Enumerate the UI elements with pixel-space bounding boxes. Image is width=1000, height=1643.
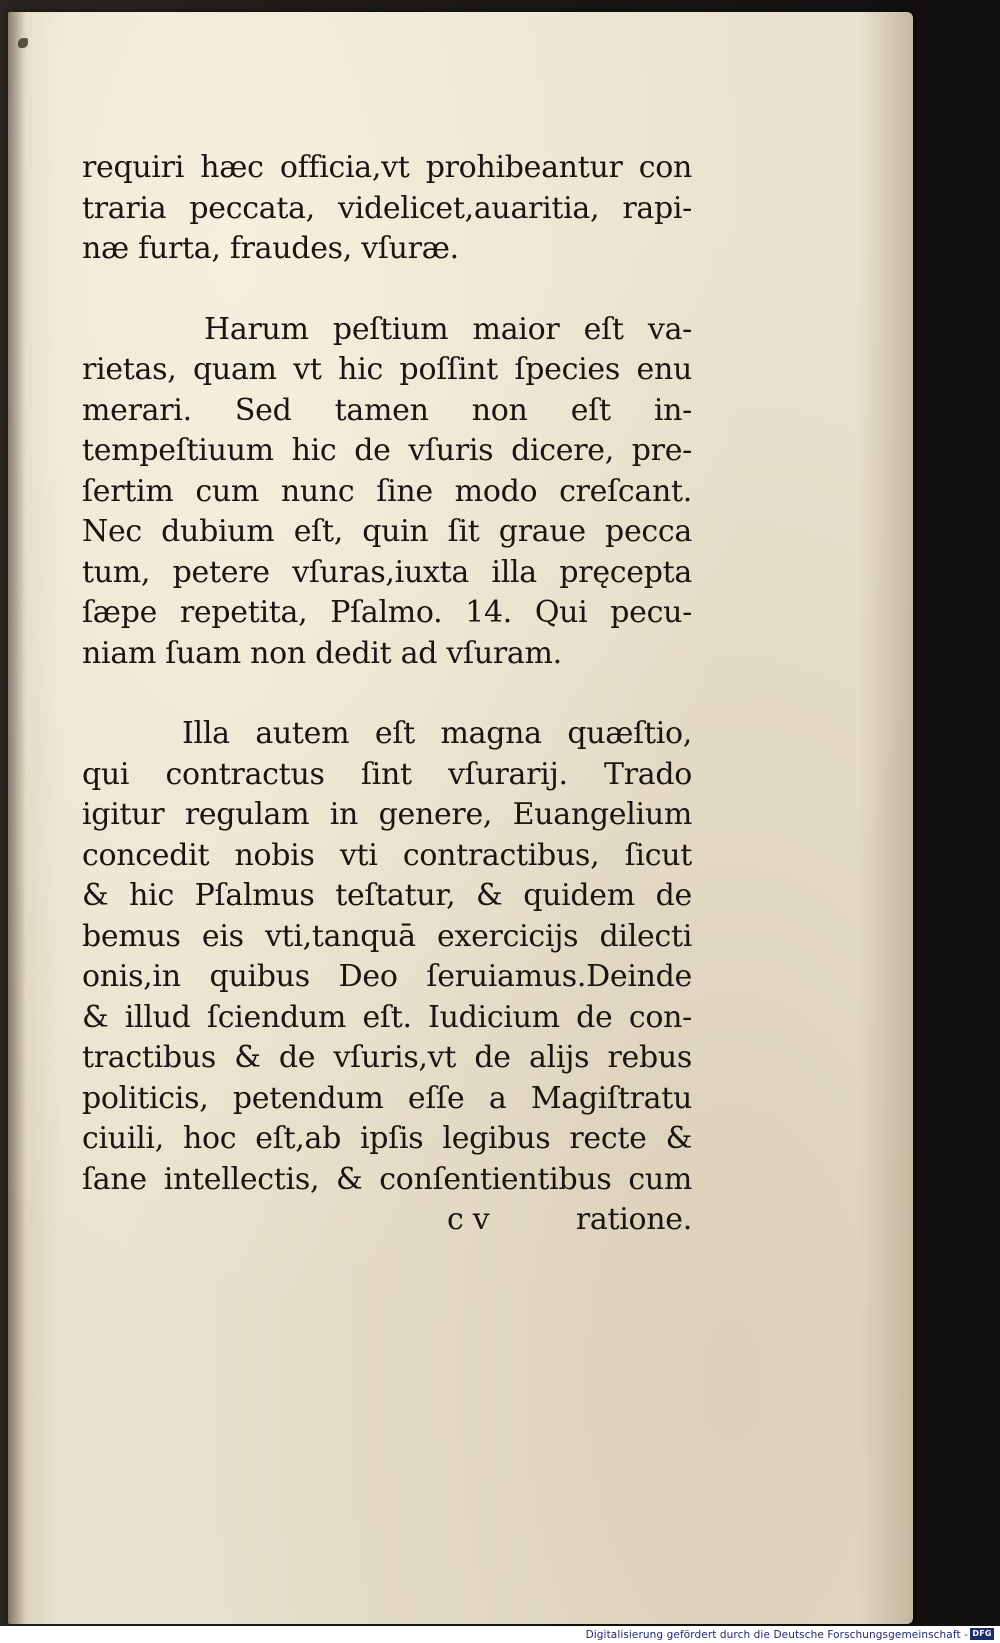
text-line: & hic Pſalmus teſtatur, & quidem de bbox=[82, 878, 692, 913]
text-line: igitur regulam in genere, Euangelium bbox=[82, 797, 692, 832]
page-footer-line bbox=[82, 1200, 692, 1240]
text-line: Nec dubium eſt, quin ſit graue pecca bbox=[82, 514, 692, 549]
text-line: onis,in quibus Deo ſeruiamus.Deinde bbox=[82, 959, 692, 994]
text-line: requiri hæc officia,vt prohibeantur con bbox=[82, 150, 692, 185]
text-line: ſertim cum nunc ſine modo creſcant. bbox=[82, 473, 692, 509]
text-line: merari. Sed tamen non eſt in- bbox=[82, 392, 692, 428]
text-line: ſæpe repetita, Pſalmo. 14. Qui pecu- bbox=[82, 595, 692, 630]
text-line: Illa autem eſt magna quæſtio, bbox=[182, 716, 692, 751]
text-column bbox=[82, 148, 692, 1240]
text-line: politicis, petendum eſſe a Magiſtratu bbox=[82, 1080, 692, 1116]
catchword: ratione. bbox=[575, 1202, 692, 1237]
text-line: tractibus & de vſuris,vt de alijs rebus bbox=[82, 1040, 692, 1075]
dfg-logo: DFG bbox=[970, 1628, 994, 1640]
text-line: næ furta, fraudes, vſuræ. bbox=[82, 231, 459, 266]
text-line: ciuili, hoc eſt,ab ipſis legibus recte & bbox=[82, 1121, 692, 1156]
paragraph-3 bbox=[82, 714, 692, 1200]
text-line: qui contractus ſint vſurarij. Trado bbox=[82, 756, 692, 792]
page-spine-shadow bbox=[8, 12, 26, 1624]
text-line: tempeſtiuum hic de vſuris dicere, pre- bbox=[82, 433, 692, 468]
paragraph-1 bbox=[82, 148, 692, 270]
text-line: rietas, quam vt hic poſſint ſpecies enu bbox=[82, 352, 692, 387]
text-line: ſane intellectis, & conſentientibus cum bbox=[82, 1161, 692, 1197]
text-line: tum, petere vſuras,iuxta illa pręcepta bbox=[82, 554, 692, 590]
paragraph-2 bbox=[82, 310, 692, 675]
ink-fleck bbox=[18, 38, 28, 48]
text-line: & illud ſciendum eſt. Iudicium de con- bbox=[82, 999, 692, 1035]
text-line: bemus eis vti,tanquā exercicijs dilecti bbox=[82, 918, 692, 954]
text-line: traria peccata, videlicet,auaritia, rapi- bbox=[82, 190, 692, 226]
signature-mark: c v bbox=[447, 1202, 490, 1237]
text-line: niam ſuam non dedit ad vſuram. bbox=[82, 635, 562, 671]
text-line: concedit nobis vti contractibus, ſicut bbox=[82, 837, 692, 873]
funding-credit: Digitalisierung gefördert durch die Deutsche Forschungsgemeinschaft - bbox=[585, 1629, 968, 1641]
text-line: Harum peſtium maior eſt va- bbox=[204, 311, 692, 347]
